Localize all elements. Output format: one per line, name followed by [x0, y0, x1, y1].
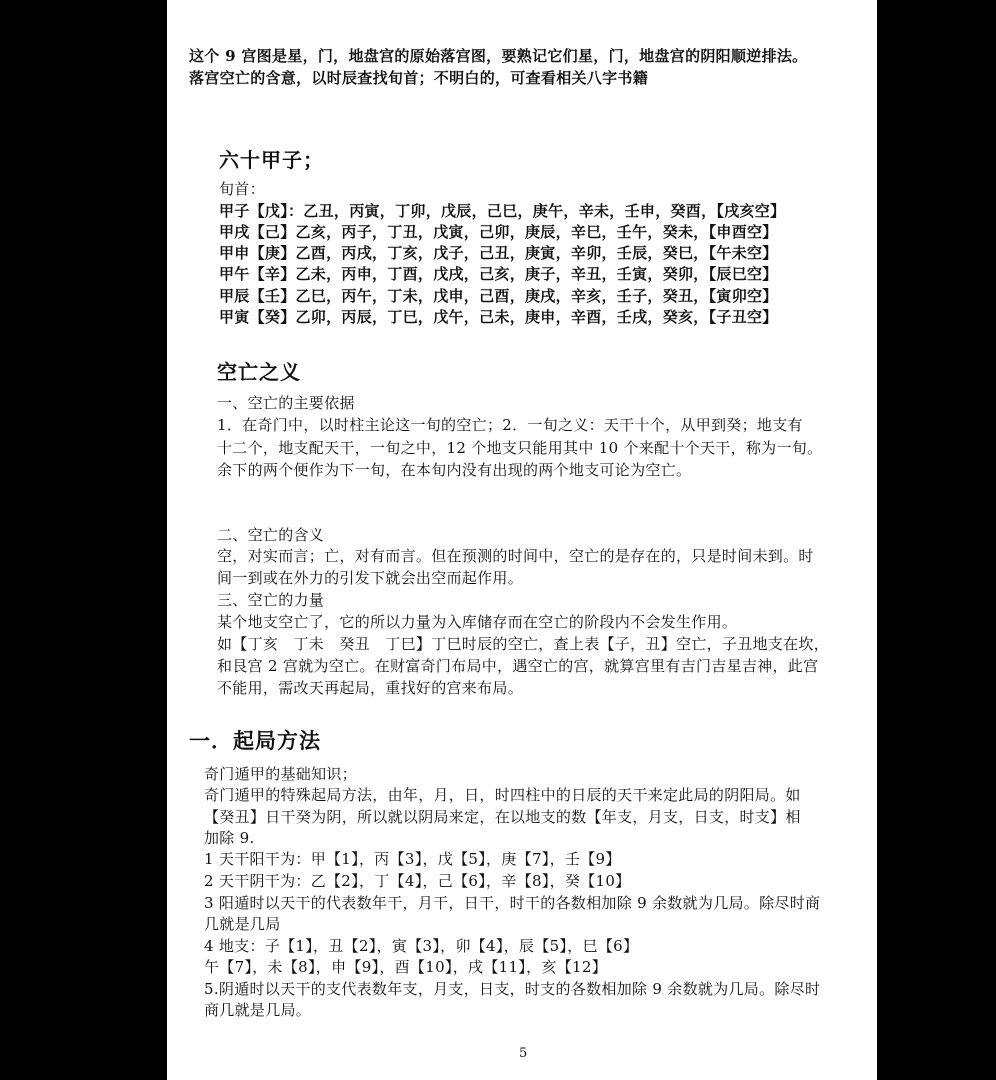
kongwang-paragraph-line: 和艮宫 2 宫就为空亡。在财富奇门布局中，遇空亡的宫，就算宫里有吉门吉星吉神，此宫: [217, 657, 819, 675]
kongwang-paragraph-line: 某个地支空亡了，它的所以力量为入库储存而在空亡的阶段内不会发生作用。: [217, 613, 738, 631]
qiju-line: 4 地支：子【1】，丑【2】，寅【3】，卯【4】，辰【5】，巳【6】: [204, 937, 639, 955]
kongwang-section-2-title: 二、空亡的含义: [217, 526, 325, 544]
qiju-line: 几就是几局: [204, 915, 281, 933]
qiju-line: 1 天干阳干为：甲【1】，丙【3】，戊【5】，庚【7】，壬【9】: [204, 850, 621, 868]
jiazi-row: 甲申【庚】乙酉，丙戌，丁亥，戊子，己丑，庚寅，辛卯，壬辰，癸巳，【午未空】: [219, 244, 778, 262]
kongwang-paragraph-line: 不能用，需改天再起局，重找好的宫来布局。: [217, 679, 524, 697]
qiju-line: 【癸丑】日干癸为阴，所以就以阴局来定，在以地支的数【年支，月支，日支，时支】相: [204, 808, 801, 826]
page-number: 5: [519, 1046, 528, 1061]
kongwang-paragraph-line: 余下的两个便作为下一旬，在本旬内没有出现的两个地支可论为空亡。: [217, 461, 692, 479]
kongwang-paragraph-line: 如【丁亥 丁未 癸丑 丁巳】丁巳时辰的空亡，查上表【子，丑】空亡，子丑地支在坎，: [217, 635, 830, 653]
qiju-line: 3 阳遁时以天干的代表数年干，月干，日干，时干的各数相加除 9 余数就为几局。除尽时商: [204, 894, 821, 912]
qiju-line: 5.阴遁时以天干的支代表数年支，月支，日支，时支的各数相加除 9 余数就为几局。除尽时: [204, 980, 821, 998]
jiazi-row: 甲午【辛】乙未，丙申，丁酉，戊戌，己亥，庚子，辛丑，壬寅，癸卯，【辰巳空】: [219, 265, 778, 283]
qiju-line: 午【7】，未【8】，申【9】，酉【10】，戌【11】，亥【12】: [204, 958, 607, 976]
jiazi-row: 甲戌【己】乙亥，丙子，丁丑，戊寅，己卯，庚辰，辛巳，壬午，癸未，【申酉空】: [219, 223, 778, 241]
sixty-jiazi-title: 六十甲子；: [219, 148, 324, 172]
jiazi-row: 甲辰【壬】乙巳，丙午，丁未，戊申，己酉，庚戌，辛亥，壬子，癸丑，【寅卯空】: [219, 287, 778, 305]
jiazi-row: 甲子【戊】：乙丑，丙寅，丁卯，戊辰，己巳，庚午，辛未，壬申，癸酉，【戌亥空】: [219, 202, 786, 220]
document-page: [167, 0, 877, 1080]
kongwang-title: 空亡之义: [217, 360, 301, 384]
kongwang-paragraph-line: 间一到或在外力的引发下就会出空而起作用。: [217, 569, 524, 587]
qiju-line: 加除 9.: [204, 829, 255, 847]
kongwang-paragraph-line: 空，对实而言；亡，对有而言。但在预测的时间中，空亡的是存在的，只是时间未到。时: [217, 547, 814, 565]
qiju-line: 商几就是几局。: [204, 1001, 312, 1019]
xunshou-label: 旬首：: [219, 180, 265, 198]
intro-line-2: 落宫空亡的含意，以时辰查找旬首；不明白的，可查看相关八字书籍: [189, 69, 649, 87]
kongwang-section-3-title: 三、空亡的力量: [217, 591, 325, 609]
jiazi-row: 甲寅【癸】乙卯，丙辰，丁巳，戊午，己未，庚申，辛酉，壬戌，癸亥，【子丑空】: [219, 308, 778, 326]
qiju-title: 一．起局方法: [189, 729, 321, 753]
kongwang-paragraph-line: 1．在奇门中，以时柱主论这一旬的空亡；2．一旬之义：天干十个，从甲到癸；地支有: [217, 416, 803, 434]
qiju-line: 奇门遁甲的基础知识；: [204, 765, 358, 783]
kongwang-section-1-title: 一、空亡的主要依据: [217, 394, 355, 412]
qiju-line: 奇门遁甲的特殊起局方法，由年，月，日，时四柱中的日辰的天干来定此局的阴阳局。如: [204, 786, 801, 804]
kongwang-paragraph-line: 十二个，地支配天干，一旬之中，12 个地支只能用其中 10 个来配十个天干，称为一旬。: [217, 439, 823, 457]
qiju-line: 2 天干阴干为：乙【2】，丁【4】，己【6】，辛【8】，癸【10】: [204, 872, 631, 890]
intro-line-1: 这个 9 宫图是星，门，地盘宫的原始落宫图，要熟记它们星，门，地盘宫的阴阳顺逆排法。: [189, 47, 808, 65]
